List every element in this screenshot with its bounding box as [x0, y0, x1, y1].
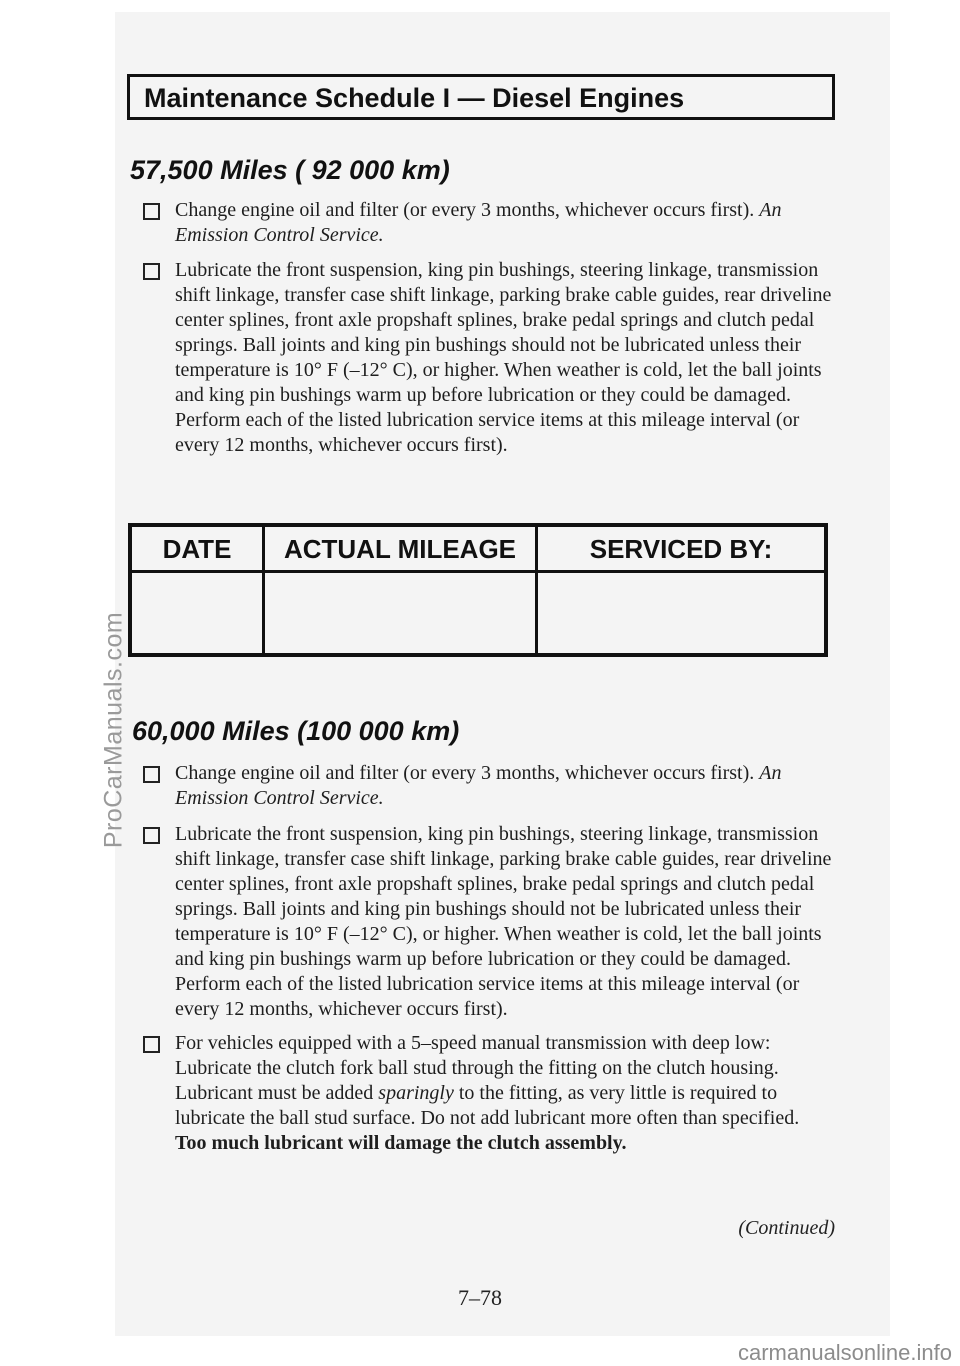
- continued-note: (Continued): [738, 1217, 835, 1239]
- item-italic-word: sparingly: [378, 1082, 454, 1104]
- list-item-lubricate-2: [175, 822, 835, 1022]
- page-number: 7–78: [458, 1285, 502, 1310]
- column-header-serviced-by: SERVICED BY:: [589, 534, 773, 564]
- item-warning: Too much lubricant will damage the clutch assembly.: [175, 1132, 627, 1154]
- list-item-lubricate-1: [175, 258, 835, 458]
- item-italic-note: An Emission Control Service.: [175, 762, 782, 809]
- column-header-actual-mileage: ACTUAL MILEAGE: [283, 534, 517, 564]
- side-watermark: ProCarManuals.com: [99, 611, 128, 849]
- checkbox[interactable]: [143, 766, 160, 783]
- item-text: For vehicles equipped with a 5–speed manual transmission with deep low: Lubricate the clutch fork ball stud through the fitting on the clutch housing. Lubricant must be added: [175, 1032, 779, 1104]
- section-heading-57500: 57,500 Miles ( 92 000 km): [130, 155, 450, 185]
- item-text: Change engine oil and filter (or every 3 months, whichever occurs first).: [175, 199, 755, 221]
- item-text: to the fitting, as very little is required to lubricate the ball stud surface. Do not add lubricant more often than specified.: [175, 1082, 800, 1129]
- column-header-date: DATE: [162, 534, 232, 564]
- list-item-clutch-fork: [175, 1031, 835, 1156]
- item-italic-note: An Emission Control Service.: [175, 199, 782, 246]
- page-title: Maintenance Schedule I — Diesel Engines: [144, 83, 685, 113]
- section-heading-60000: 60,000 Miles (100 000 km): [132, 716, 460, 746]
- item-text: Lubricate the front suspension, king pin bushings, steering linkage, transmission shift linkage, transfer case shift linkage, parking brake cable guides, rear driveline center splines, front axle propshaft splines, brake pedal springs and clutch pedal springs. Ball joints and king pin bushings should not be lubricated unless their temperature is 10° F (–12° C), or higher. When weather is cold, let the ball joints and king pin bushings warm up before lubrication or they could be damaged. Perform each of the listed lubrication service items at this mileage interval (or every 12 months, whichever occurs first).: [175, 823, 832, 1020]
- service-record-table: [128, 523, 828, 657]
- item-text: Lubricate the front suspension, king pin bushings, steering linkage, transmission shift linkage, transfer case shift linkage, parking brake cable guides, rear driveline center splines, front axle propshaft splines, brake pedal springs and clutch pedal springs. Ball joints and king pin bushings should not be lubricated unless their temperature is 10° F (–12° C), or higher. When weather is cold, let the ball joints and king pin bushings warm up before lubrication or they could be damaged. Perform each of the listed lubrication service items at this mileage interval (or every 12 months, whichever occurs first).: [175, 259, 832, 456]
- list-item-oil-change-1: [175, 198, 835, 248]
- checkbox[interactable]: [143, 827, 160, 844]
- item-text: Change engine oil and filter (or every 3 months, whichever occurs first).: [175, 762, 755, 784]
- checkbox[interactable]: [143, 263, 160, 280]
- checkbox[interactable]: [143, 1036, 160, 1053]
- bottom-watermark: carmanualsonline.info: [737, 1340, 952, 1365]
- schedule-header-box: [127, 74, 835, 120]
- list-item-oil-change-2: [175, 761, 835, 811]
- checkbox[interactable]: [143, 203, 160, 220]
